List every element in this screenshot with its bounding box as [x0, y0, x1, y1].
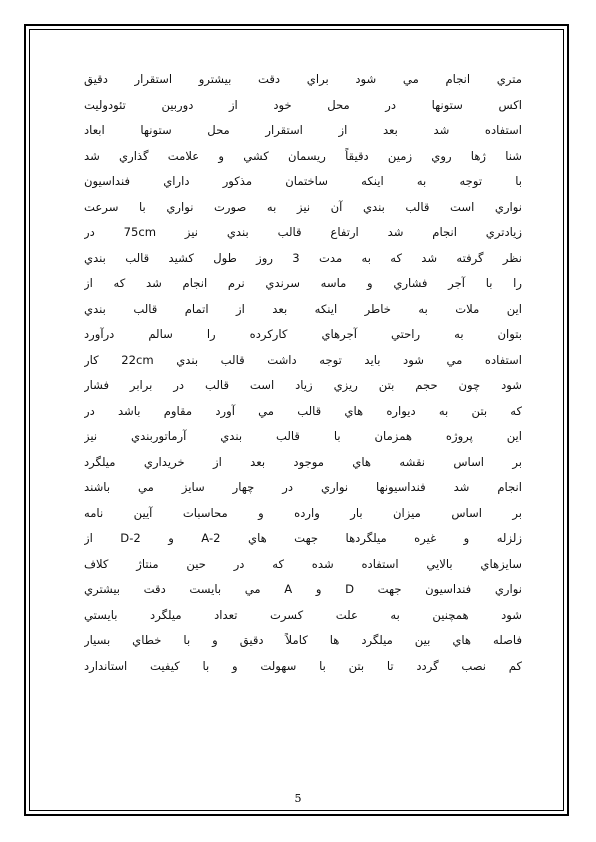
text-line: كه بتن به ديواره هاي قالب مي آورد مقاوم باشد در: [84, 403, 522, 418]
text-line: اين ملات به خاطر اينكه بعد از اتمام قالب بندي: [84, 301, 522, 316]
text-line: شود همچنين به علت كسرت تعداد ميلگرد بايستي: [84, 607, 522, 622]
text-line: بر اساس نقشه هاي موجود بعد از خريداري ميلگرد: [84, 454, 522, 469]
text-line: با توجه به اينكه ساختمان مذكور داراي فنداسيون: [84, 174, 522, 188]
text-line: زيادتري انجام شد ارتفاع قالب بندي نيز 75cm در: [84, 225, 522, 239]
text-line: نظر گرفته شد كه به مدت 3 روز طول كشيد قالب بندي: [84, 250, 522, 265]
text-line: استفاده مي شود بايد توجه داشت قالب بندي 22cm كار: [84, 352, 522, 367]
page-number: 5: [294, 792, 302, 805]
text-line: بر اساس ميزان بار وارده و محاسبات آيين نامه: [84, 505, 522, 520]
text-line: سايزهاي بالايي استفاده شده كه در حين منتاژ كلاف: [84, 556, 522, 571]
text-line: فاصله هاي بين ميلگرد ها كاملاً دقيق و با خطاي بسيار: [84, 633, 522, 647]
text-line: متري انجام مي شود براي دقت بيشترو استقرار دقيق: [84, 72, 522, 86]
text-line: اين پروژه همزمان با قالب بندي آرماتوربندي نيز: [84, 429, 522, 443]
text-line: استفاده شد بعد از استقرار محل ستونها ابعاد: [84, 123, 522, 137]
text-line: شود چون حجم بتن ريزي زياد است قالب در برابر فشار: [84, 378, 522, 392]
text-line: را با آجر فشاري و ماسه سرندي نرم انجام شد كه از: [84, 276, 522, 290]
text-line: زلزله و غيره ميلگردها جهت هاي A-2 و D-2 از: [84, 531, 522, 545]
text-line: بتوان به راحتي آجرهاي كاركرده را سالم درآورد: [84, 327, 522, 341]
text-line: نواري است قالب بندي آن نيز به صورت نواري با سرعت: [84, 199, 522, 214]
text-line: نواري فنداسيون جهت D و A مي بايست دقت بيشتري: [84, 582, 522, 596]
text-line: انجام شد فنداسيونها نواري در چهار سايز مي باشند: [84, 480, 522, 494]
text-line: اكس ستونها در محل خود از دوربين تئودوليت: [84, 97, 522, 112]
document-body: [84, 67, 522, 679]
text-line: شنا ژها روي زمين دقيقاً ريسمان كشي و علامت گذاري شد: [84, 148, 522, 163]
text-line: كم نصب گردد تا بتن با سهولت و با كيفيت استاندارد: [84, 658, 522, 673]
